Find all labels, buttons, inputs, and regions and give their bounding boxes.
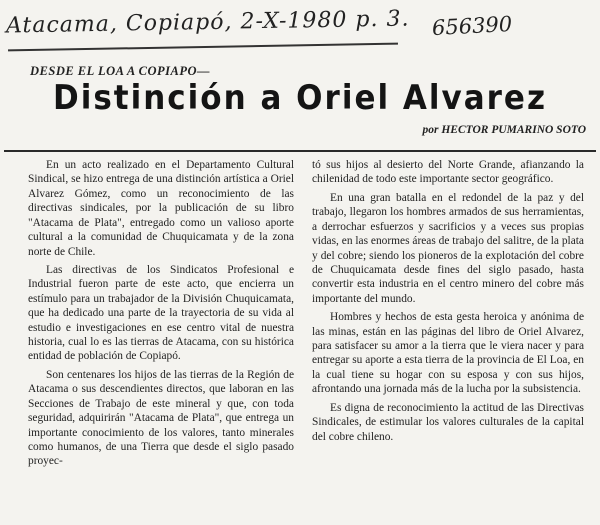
paragraph: tó sus hijos al desierto del Norte Grande, afianzando la chilenidad de todo este importante sector geográfico. [312,159,584,186]
archive-number: 656390 [431,11,513,41]
article-headline: Distinción a Oriel Alvarez [52,78,547,118]
handwritten-annotation: Atacama, Copiapó, 2-X-1980 p. 3. [5,6,410,39]
paragraph: Las directivas de los Sindicatos Profesional e Industrial fueron parte de este acto, que encierra un estímulo para un trabajador de la División Chuquicamata, que ha dedicado una parte de la trayectoria de su vida al estudio e investigaciones en ese centro vital de nuestra historia, cual lo es las tierras de Atacama, con su histórica entidad de población de Copiapó. [28,263,294,363]
article-left-column [28,158,294,473]
article-kicker: DESDE EL LOA A COPIAPO— [30,64,211,78]
handwritten-underline [8,43,398,52]
headline-rule [4,150,596,152]
paragraph: Es digna de reconocimiento la actitud de las Directivas Sindicales, de estimular los valores culturales de la capital del cobre chileno. [312,401,584,443]
paragraph: Son centenares los hijos de las tierras de la Región de Atacama o sus descendientes directos, que laboran en las Secciones de Trabajo de este mineral y que, con toda seguridad, adquirirán "Atacama de Plata", que entrega un importante conocimiento de los valores, tanto minerales como humanos, de una Tierra que desde el siglo pasado proyec- [28,368,294,468]
article-right-column [312,158,584,448]
article-byline: por HECTOR PUMARINO SOTO [422,124,586,136]
paragraph: En una gran batalla en el redondel de la paz y del trabajo, llegaron los hombres armados de sus herramientas, a derrochar esfuerzos y sacrificios y a veces sus propias vidas, en las enormes áreas de trabajo del salitre, de la plata y del cobre; siendo los pioneros de la explotación del cobre de Chuquicamata desde fines del siglo pasado, hasta convertir esta industria en el centro minero del cobre más importante del mundo. [312,191,584,305]
paragraph: En un acto realizado en el Departamento Cultural Sindical, se hizo entrega de una distinción artística a Oriel Alvarez Gómez, como un reconocimiento de las directivas sindicales, por la publicación de su libro "Atacama de Plata", entregado como un valioso aporte cultural a la comunidad de Chuquicamata y de la zona norte de Chile. [28,159,294,258]
paragraph: Hombres y hechos de esta gesta heroica y anónima de las minas, están en las páginas del libro de Oriel Alvarez, para satisfacer su amor a la tierra que le viera nacer y para entregar su aporte a esta tierra de la provincia de El Loa, en la cual tiene su hogar con su esposa y con sus hijos, afrontando una jornada más de la lucha por la subsistencia. [312,311,584,396]
